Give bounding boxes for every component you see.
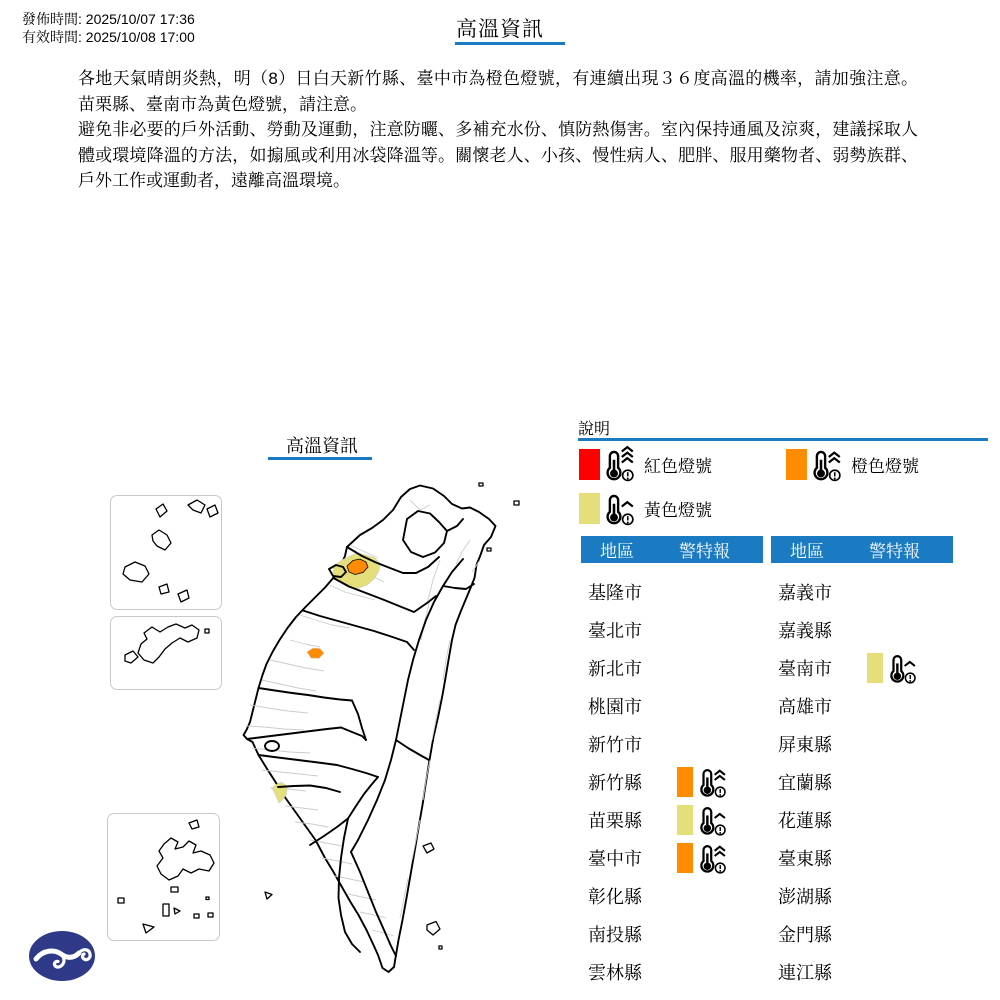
issued-time: 發佈時間: 2025/10/07 17:36	[22, 11, 195, 27]
region-name: 澎湖縣	[778, 887, 832, 907]
table-row	[771, 611, 953, 649]
region-name: 基隆市	[588, 583, 642, 603]
cwa-logo	[28, 930, 96, 982]
valid-time: 有效時間: 2025/10/08 17:00	[22, 29, 195, 45]
warning-color-swatch	[867, 653, 883, 683]
warning-color-swatch	[677, 805, 693, 835]
region-name: 金門縣	[778, 925, 832, 945]
map-title: 高溫資訊	[286, 436, 358, 456]
table-row	[581, 725, 763, 763]
warning-indicator	[677, 841, 728, 875]
region-name: 彰化縣	[588, 887, 642, 907]
legend-item-yellow	[579, 492, 712, 524]
region-name: 宜蘭縣	[778, 773, 832, 793]
legend-item-red	[579, 448, 712, 480]
region-name: 嘉義縣	[778, 621, 832, 641]
table-row	[771, 763, 953, 801]
red-swatch	[579, 449, 600, 480]
region-name: 新北市	[588, 659, 642, 679]
bulletin-paragraph-1: 各地天氣晴朗炎熱，明（8）日白天新竹縣、臺中市為橙色燈號，有連續出現３６度高溫的機率，請加強注意。苗栗縣、臺南市為黃色燈號，請注意。	[78, 69, 918, 114]
legend-label: 橙色燈號	[851, 456, 919, 476]
region-name: 苗栗縣	[588, 811, 642, 831]
table-row	[581, 649, 763, 687]
region-name: 臺東縣	[778, 849, 832, 869]
column-header-warning: 警特報	[679, 542, 730, 561]
thermometer-warning-icon	[697, 762, 728, 798]
alert-area-yellow-tainan	[273, 782, 288, 803]
thermometer-warning-icon	[603, 487, 636, 526]
table-row	[581, 573, 763, 611]
thermometer-icon-slot	[697, 762, 728, 799]
region-table-left	[581, 563, 763, 991]
region-name: 南投縣	[588, 925, 642, 945]
page-title: 高溫資訊	[456, 18, 544, 41]
table-row	[771, 649, 953, 687]
thermometer-warning-icon	[810, 443, 843, 482]
table-row	[771, 725, 953, 763]
table-row	[771, 573, 953, 611]
thermometer-icon-slot	[810, 443, 843, 481]
table-row	[771, 839, 953, 877]
taiwan-map	[100, 460, 560, 1000]
thermometer-warning-icon	[697, 800, 728, 836]
region-name: 連江縣	[778, 963, 832, 983]
table-row	[581, 839, 763, 877]
table-row	[581, 877, 763, 915]
thermometer-warning-icon	[603, 443, 636, 482]
table-row	[581, 763, 763, 801]
legend-rule	[578, 438, 988, 441]
column-header-warning: 警特報	[869, 542, 920, 561]
thermometer-icon-slot	[887, 648, 918, 685]
thermometer-warning-icon	[887, 648, 918, 684]
warning-indicator	[867, 651, 918, 685]
region-name: 高雄市	[778, 697, 832, 717]
table-row	[581, 915, 763, 953]
table-row	[581, 801, 763, 839]
legend-item-orange	[786, 448, 919, 480]
table-row	[771, 877, 953, 915]
thermometer-icon-slot	[603, 487, 636, 525]
table-row	[581, 687, 763, 725]
region-name: 臺中市	[588, 849, 642, 869]
table-row	[771, 953, 953, 991]
legend-label: 紅色燈號	[644, 456, 712, 476]
warning-indicator	[677, 765, 728, 799]
column-header-region: 地區	[600, 542, 634, 561]
region-name: 花蓮縣	[778, 811, 832, 831]
region-name: 臺南市	[778, 659, 832, 679]
legend-label: 黃色燈號	[644, 500, 712, 520]
thermometer-icon-slot	[697, 838, 728, 875]
column-header-region: 地區	[790, 542, 824, 561]
region-name: 屏東縣	[778, 735, 832, 755]
table-row	[771, 687, 953, 725]
table-row	[581, 953, 763, 991]
region-table-right	[771, 563, 953, 991]
warning-color-swatch	[677, 767, 693, 797]
table-row	[771, 801, 953, 839]
legend-title: 說明	[578, 421, 611, 438]
thermometer-icon-slot	[603, 443, 636, 481]
table-row	[581, 611, 763, 649]
region-name: 桃園市	[588, 697, 642, 717]
region-name: 新竹縣	[588, 773, 642, 793]
table-header-right	[771, 536, 953, 563]
bulletin-paragraph-2: 避免非必要的戶外活動、勞動及運動，注意防曬、多補充水份、慎防熱傷害。室內保持通風及涼爽，建議採取人體或環境降溫的方法，如搧風或利用冰袋降溫等。關懷老人、小孩、慢性病人、肥胖、服用藥物者、弱勢族群、戶外工作或運動者，遠離高溫環境。	[78, 120, 918, 190]
warning-color-swatch	[677, 843, 693, 873]
page-title-underline	[455, 42, 565, 45]
region-name: 雲林縣	[588, 963, 642, 983]
yellow-swatch	[579, 493, 600, 524]
region-name: 嘉義市	[778, 583, 832, 603]
warning-indicator	[677, 803, 728, 837]
region-name: 新竹市	[588, 735, 642, 755]
thermometer-icon-slot	[697, 800, 728, 837]
region-name: 臺北市	[588, 621, 642, 641]
table-row	[771, 915, 953, 953]
table-header-left	[581, 536, 763, 563]
thermometer-warning-icon	[697, 838, 728, 874]
orange-swatch	[786, 449, 807, 480]
bulletin-text	[78, 66, 918, 194]
